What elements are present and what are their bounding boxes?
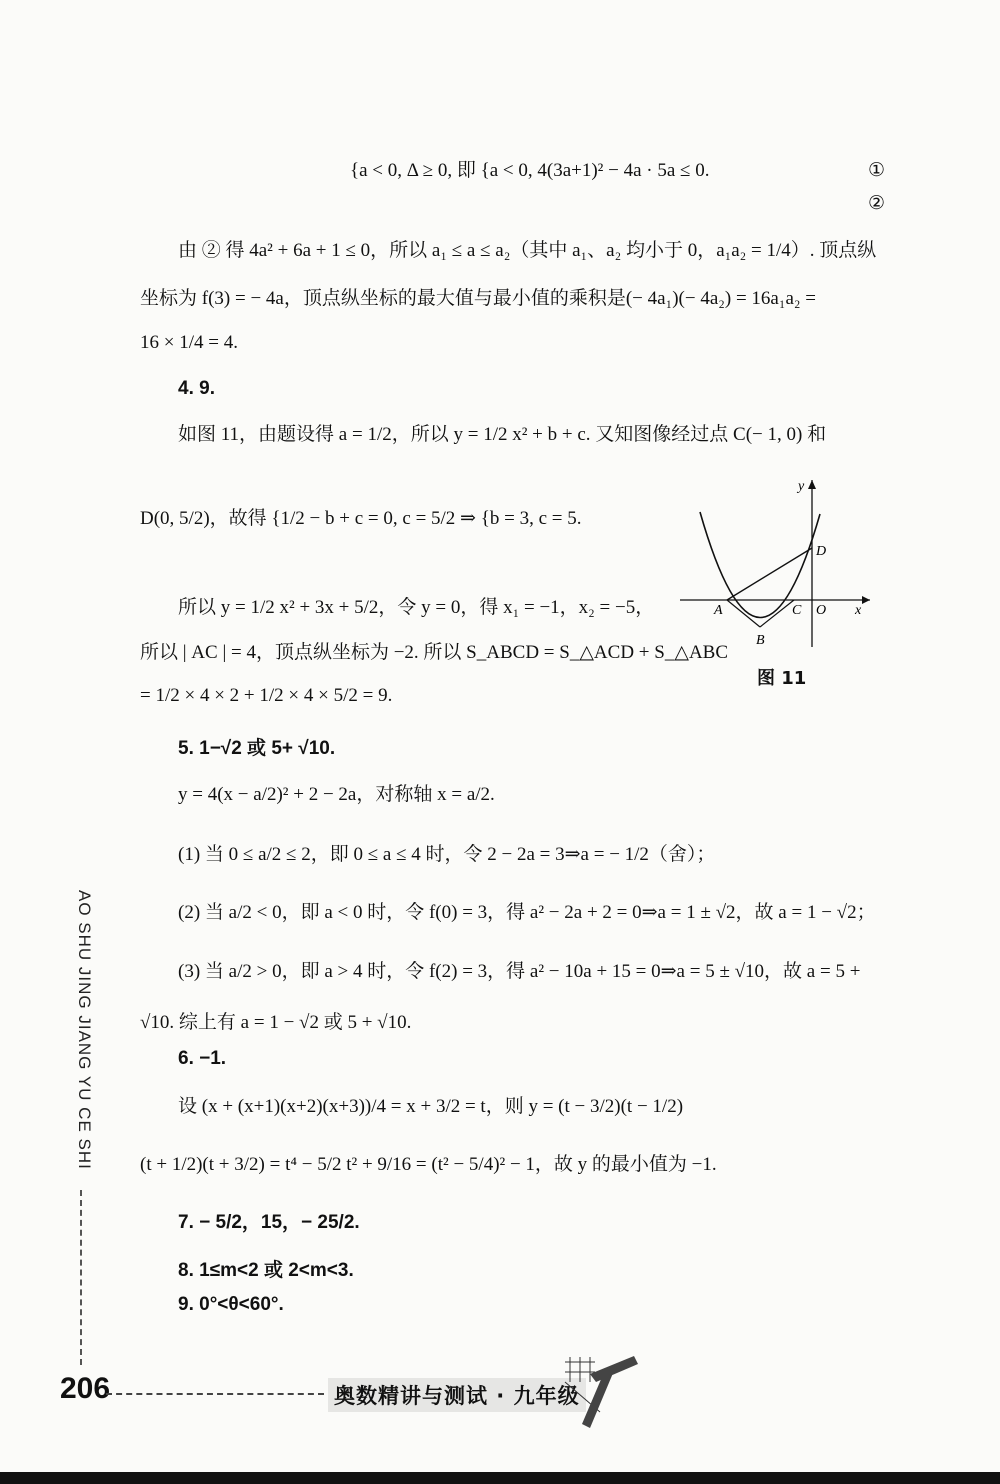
system-inequality-1: {a < 0, Δ ≥ 0, 即 {a < 0, 4(3a+1)² − 4a · 5a ≤ 0. bbox=[350, 160, 710, 181]
label-D: D bbox=[816, 544, 827, 559]
answer-4: 4. 9. bbox=[178, 378, 215, 399]
segment-BC bbox=[760, 600, 794, 627]
segment-AB bbox=[727, 600, 760, 627]
label-C: C bbox=[792, 603, 802, 618]
text-line: √10. 综上有 a = 1 − √2 或 5 + √10. bbox=[140, 1012, 412, 1033]
text-line: (3) 当 a/2 > 0，即 a > 4 时，令 f(2) = 3，得 a² − 10a + 15 = 0⇒a = 5 ± √10，故 a = 5 + bbox=[178, 961, 861, 982]
label-B: B bbox=[756, 633, 765, 648]
text-line: = 1/2 × 4 × 2 + 1/2 × 4 × 5/2 = 9. bbox=[140, 685, 393, 706]
label-A: A bbox=[714, 603, 723, 618]
book-title: 奥数精讲与测试 · 九年级 bbox=[328, 1378, 586, 1412]
text-line: 所以 y = 1/2 x² + 3x + 5/2，令 y = 0，得 x₁ = −1，x₂ = −5， bbox=[178, 597, 655, 618]
y-axis-arrow bbox=[808, 480, 816, 489]
page-number: 206 bbox=[60, 1372, 111, 1405]
parabola bbox=[700, 512, 820, 618]
answer-6: 6. −1. bbox=[178, 1048, 227, 1069]
label-O: O bbox=[816, 603, 827, 618]
text-line: 坐标为 f(3) = − 4a，顶点纵坐标的最大值与最小值的乘积是(− 4a₁)(− 4a₂) = 16a₁a₂ = bbox=[140, 288, 816, 309]
text-line: D(0, 5/2)，故得 {1/2 − b + c = 0, c = 5/2 ⇒ {b = 3, c = 5. bbox=[140, 508, 582, 529]
compass-ruler-icon bbox=[560, 1352, 640, 1432]
answer-9: 9. 0°<θ<60°. bbox=[178, 1294, 284, 1315]
margin-text: AO SHU JING JIANG YU CE SHI bbox=[75, 890, 94, 1170]
answer-7: 7. − 5/2，15，− 25/2. bbox=[178, 1212, 360, 1233]
x-axis-arrow bbox=[862, 596, 870, 604]
footer-dashed-line bbox=[106, 1393, 324, 1395]
marker-2: ② bbox=[868, 193, 886, 214]
answer-5: 5. 1−√2 或 5+ √10. bbox=[178, 738, 336, 759]
text-line: 由 ② 得 4a² + 6a + 1 ≤ 0，所以 a₁ ≤ a ≤ a₂（其中 a₁、a₂ 均小于 0，a₁a₂ = 1/4）. 顶点纵 bbox=[178, 240, 877, 261]
label-y: y bbox=[798, 479, 805, 494]
figure-caption: 图 11 bbox=[757, 668, 807, 689]
text-line: (2) 当 a/2 < 0，即 a < 0 时，令 f(0) = 3，得 a² − 2a + 2 = 0⇒a = 1 ± √2，故 a = 1 − √2； bbox=[178, 902, 876, 923]
scan-border bbox=[0, 1472, 1000, 1484]
marker-1: ① bbox=[868, 160, 886, 181]
label-x: x bbox=[855, 603, 862, 618]
text-line: (t + 1/2)(t + 3/2) = t⁴ − 5/2 t² + 9/16 = (t² − 5/4)² − 1，故 y 的最小值为 −1. bbox=[140, 1154, 717, 1175]
text-line: 设 (x + (x+1)(x+2)(x+3))/4 = x + 3/2 = t，则 y = (t − 3/2)(t − 1/2) bbox=[178, 1096, 684, 1117]
text-line: y = 4(x − a/2)² + 2 − 2a，对称轴 x = a/2. bbox=[178, 784, 495, 805]
text-line: 16 × 1/4 = 4. bbox=[140, 332, 238, 353]
margin-dashed-line bbox=[80, 1190, 82, 1365]
answer-8: 8. 1≤m<2 或 2<m<3. bbox=[178, 1260, 354, 1281]
figure-11 bbox=[675, 472, 875, 652]
text-line: 如图 11，由题设得 a = 1/2，所以 y = 1/2 x² + b + c. 又知图像经过点 C(− 1, 0) 和 bbox=[178, 424, 827, 445]
text-line: 所以 | AC | = 4，顶点纵坐标为 −2. 所以 S_ABCD = S_△ACD + S_△ABC bbox=[140, 642, 729, 663]
text-line: (1) 当 0 ≤ a/2 ≤ 2，即 0 ≤ a ≤ 4 时，令 2 − 2a = 3⇒a = − 1/2（舍）； bbox=[178, 844, 716, 865]
